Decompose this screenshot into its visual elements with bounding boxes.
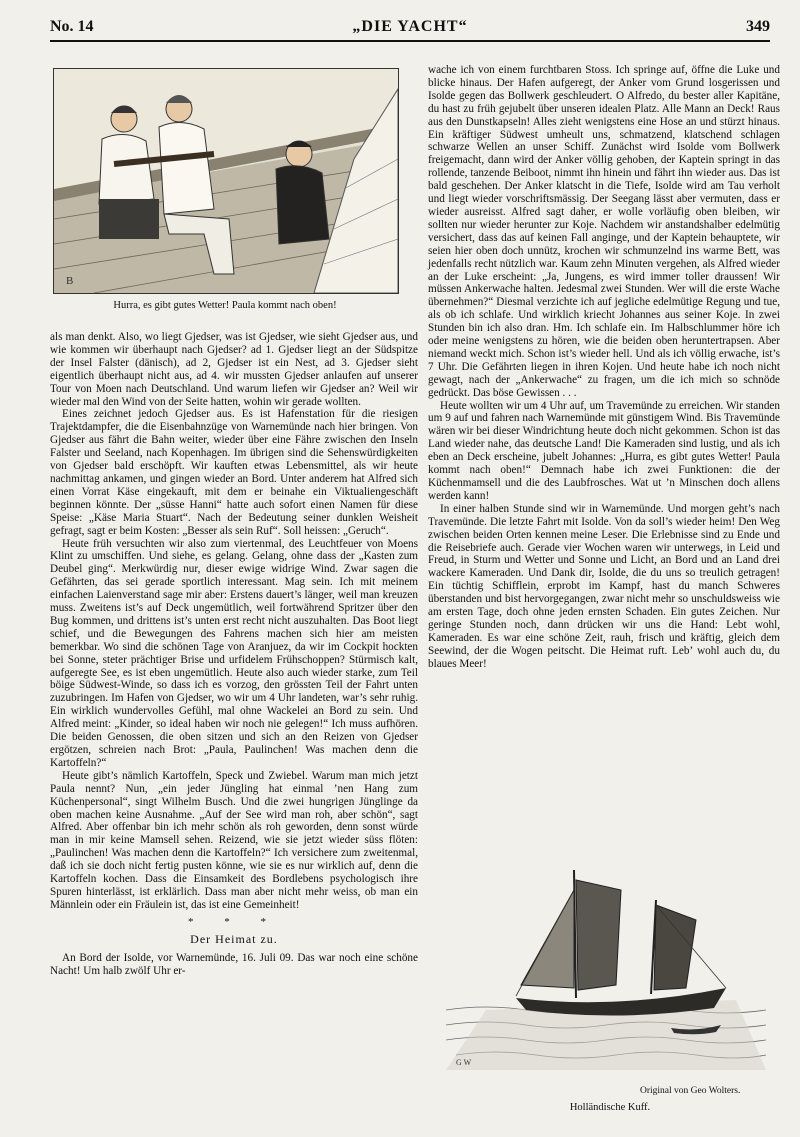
section-title: Der Heimat zu. xyxy=(190,931,278,946)
paragraph: In einer halben Stunde sind wir in Warnemünde. Und morgen geht’s nach Travemünde. Die letzte Fahrt mit Isolde. Von da soll’s wieder heim! Den Weg zwischen beiden Orten kennen meine Leser. Die Erlebnisse sind zu Ende und die Reisebriefe auch. Gerade vier Wochen waren wir unterwegs, in Leid und Freud, in Sturm und Wetter und Sonne und Licht, an Bord und an Land drei wackere Kameraden. Und Dank dir, Isolde, die du uns so treulich getragen! Ein tüchtig Schifflein, erprobt im Kampf, hast du manch Schweres überstanden und bist hervorgegangen, zwar nicht mehr so unschuldsweiss wie am ersten Tage, doch ohne jeden ernsten Schaden. Ein gutes Zeichen. Nur geringe Stunden noch, dann drücken wir uns die Hand: Lebt wohl, Kameraden. Es war eine schöne Zeit, rauh, frisch und kräftig, gleich dem Seewind, der die Wogen peitscht. Die Heimat ruft. Leb’ wohl auch du, du blaues Meer! xyxy=(428,502,780,670)
page-number: 349 xyxy=(746,18,770,35)
page-header xyxy=(50,14,770,42)
caption-bottom: Holländische Kuff. xyxy=(569,1102,651,1113)
svg-text:B: B xyxy=(66,275,74,287)
svg-text:G W: G W xyxy=(456,1058,472,1067)
illustration-dutch-kuff xyxy=(446,860,766,1070)
paragraph: Heute früh versuchten wir also zum viertenmal, des Leuchtfeuer von Moens Klint zu umschiffen. Und siehe, es gelang. Gelang, ohne dass der „Kasten zum Deubel ging“. Merkwürdig nur, dieser ewige widrige Wind. Zwar sagen die Gefährten, das sei gerade sportlich interessant. Mag sein. Ich mit meinem einfachen Laienverstand sage mir aber: Erstens dauert’s länger, weil man kreuzen muss. Zweitens ist’s auf Deck ungemütlich, weil fortwährend Spritzer über den Bug kommen, und drittens ist’s unten erst recht nicht auszuhalten. Das Boot liegt schief, und die Bewegungen des Fahrens machen sich hier am meisten bemerkbar. Wo sind die schönen Tage von Aranjuez, da wir im Cockpit hockten bei Sonne, steter prächtiger Brise und urfidelem Frühschoppen? Stürmisch kalt, aufgeregte See, es ist eben ungemütlich. Heute also auch wieder starke, zum Teil böige Südwest-Winde, so dass ich es vorzog, den grössten Teil der Fahrt unten zuzubringen. Im Hafen von Gjedser, wo wir um 4 Uhr landeten, war’s sehr ruhig. Ein wirklich wundervolles Gefühl, mal ohne Wackelei an Bord zu sein. Und Alfred meint: „Kinder, so ideal haben wir noch nie gelegen!“ Ich muss aufhören. Die beiden Genossen, die oben sitzen und sich an den Reizen von Gjedser ergötzen, schreien nach Brot: „Paula, Paulinchen! Was machen denn die Kartoffeln?“ xyxy=(50,537,418,769)
paragraph: wache ich von einem furchtbaren Stoss. Ich springe auf, öffne die Luke und blicke hinaus. Der Hafen aufgeregt, der Anker vom Grund losgerissen und Isolde gegen das Bollwerk geschleudert. O Alfredo, du bester aller Kapitäne, du hast zu früh gejubelt über unseren idealen Platz. Alle Mann an Deck! Raus aus den Dunstkapseln! Alles zieht wenigstens eine Hose an und stürzt hinaus. Ein kräftiger Südwest umheult uns, schmatzend, klatschend schlagen schwarze Wellen an unser Schiff. Zunächst wird Isolde vom Bollwerk freigemacht, dann wird der Anker völlig gehoben, der Kaptein springt in das rollende, tanzende Beiboot, nimmt ihn hinein und fährt ihn wieder aus. Das ist bald geschehen. Der Anker klatscht in die Tiefe, Isolde wird am Tau verholt und liegt wieder vorschriftsmässig. Der Seegang lässt aber vermuten, dass er wieder ausreisst. Alfred sagt daher, er wolle vorläufig oben bleiben, wir sollten nur wieder herunter zur Koje. Nachdem wir anstandshalber edelmütig versichert, dass das auf keinen Fall anginge, und der Kaptein behauptete, wir seien hier oben doch unnütz, krochen wir schmunzelnd ins warme Bett, was jedenfalls recht nützlich war. Kaum zehn Minuten vergehen, als Alfred wieder an der Luke erscheint: „Ja, Jungens, es wird immer toller draussen! Wir müssen Ankerwache halten. Jedesmal zwei Stunden. Wer will die erste Wache übernehmen?“ Diesmal verzichte ich auf jegliche edelmütige Regung und tue, als ob ich schlafe. Und wirklich kriecht Johannes aus seiner Koje. In zwei Stunden bin ich also dran. Hm. Ich schlafe ein. Im Halbschlummer höre ich oder meine wenigstens zu hören, wie die beiden oben heruntertrapsen. Aber niemand weckt mich. Schon ist’s wieder hell. Und als ich völlig erwache, ist’s 7 Uhr. Die Gefährten liegen in ihren Kojen. Und heute habe ich noch nicht gewagt, nach der „Ankerwache“ zu fragen, um die ich mich so schnöde gedrückt. Das böse Gewissen . . . xyxy=(428,64,780,399)
paragraph: als man denkt. Also, wo liegt Gjedser, was ist Gjedser, wie sieht Gjedser aus, und wie kommen wir überhaupt nach Gjedser? ad 1. Gjedser liegt an der Südspitze der Insel Falster (dänisch), ad 2, Gjedser ist ein Nest, ad 3. Gjedser sieht eigentlich überhaupt nicht aus, ad 4. wir mussten Gjedser anlaufen auf unserer Tour von Moen nach Deutschland. Und warum liefen wir Gjedser an? Weil wir wieder mal den Wind von der Seite hatten, wohin wir gerade wollten. xyxy=(50,331,418,408)
issue-number: No. 14 xyxy=(50,18,94,35)
right-column xyxy=(428,64,780,671)
paragraph: Heute wollten wir um 4 Uhr auf, um Travemünde zu erreichen. Wir standen um 9 auf und fahren nach Warnemünde mit günstigem Wind. Bis Travemünde wären wir bei dieser Windrichtung heute doch nicht gekommen. Schon ist das Land wieder nahe, das deutsche Land! Die Kameraden sind lustig, und als ich eben an Deck erscheine, jubelt Johannes: „Hurra, es gibt gutes Wetter! Paula kommt nach oben!“ Demnach habe ich zwei Funktionen: die der Küchenmamsell und die des Laubfrosches. Wat ut ’n Minschen doch allens werden kann! xyxy=(428,399,780,502)
left-column xyxy=(50,331,418,977)
illustration-sailors xyxy=(53,68,399,294)
paragraph: Heute gibt’s nämlich Kartoffeln, Speck und Zwiebel. Warum man mich jetzt Paula nennt? Nun, „ein jeder Jüngling hat einmal ’nen Hang zum Küchenpersonal“, singt Wilhelm Busch. Und die zwei hungrigen Jünglinge da oben machen keine Ausnahme. „Auf der See wird man roh, aber schön“, sagt Alfred. Aber offenbar bin ich mehr schön als roh geworden, denn sonst würde man in mir keine Mamsell sehen. Reizend, wie sie jetzt wieder süss flöten: „Paulinchen! Was machen denn die Kartoffeln?“ Ich versichere zum zweitenmal, daß ich sie doch nicht fertig pusten könne, wie sie es nur wirklich auf, denn die Kartoffeln kochen. Dass die Einsamkeit des Bordlebens psychologisch ihre Spuren hinterlässt, ist erklärlich. Dass man aber nicht mehr weiss, ob man ein Männlein oder ein Fräulein ist, das ist eine Gemeinheit! xyxy=(50,769,418,911)
caption-top: Hurra, es gibt gutes Wetter! Paula kommt nach oben! xyxy=(113,300,337,311)
paragraph: Eines zeichnet jedoch Gjedser aus. Es ist Hafenstation für die riesigen Trajektdampfer, die die Eisenbahnzüge von Warnemünde nach hier bringen. Von Gjedser aus fährt die Bahn weiter, wieder über eine Fähre zwischen den Inseln Falster und Seeland, nach Kopenhagen. Im übrigen sind die Sehenswürdigkeiten von Gjedser bald erschöpft. Wir kauften etwas Lebensmittel, als wir heute nachmittag ankamen, und gingen wieder an Bord. Unter anderem hat Alfred sich einen Vorrat Käse eingekauft, mit dem er beinahe ein Viktualiengeschäft beginnen könnte. Der „süsse Hanni“ hatte auch sofort einen Namen für diese Speise: „Käse Maria Stuart“. Nach der Bedeutung seiner dunklen Weisheit gefragt, sagt er beim Kosten: „Besser als sein Ruf“. Soll heissen: „Geruch“. xyxy=(50,408,418,537)
section-divider: * * * xyxy=(188,915,280,928)
paragraph: An Bord der Isolde, vor Warnemünde, 16. Juli 09. Das war noch eine schöne Nacht! Um halb zwölf Uhr er- xyxy=(50,951,418,977)
illustration-credit: Original von Geo Wolters. xyxy=(640,1086,741,1096)
journal-title: „DIE YACHT“ xyxy=(352,18,468,35)
